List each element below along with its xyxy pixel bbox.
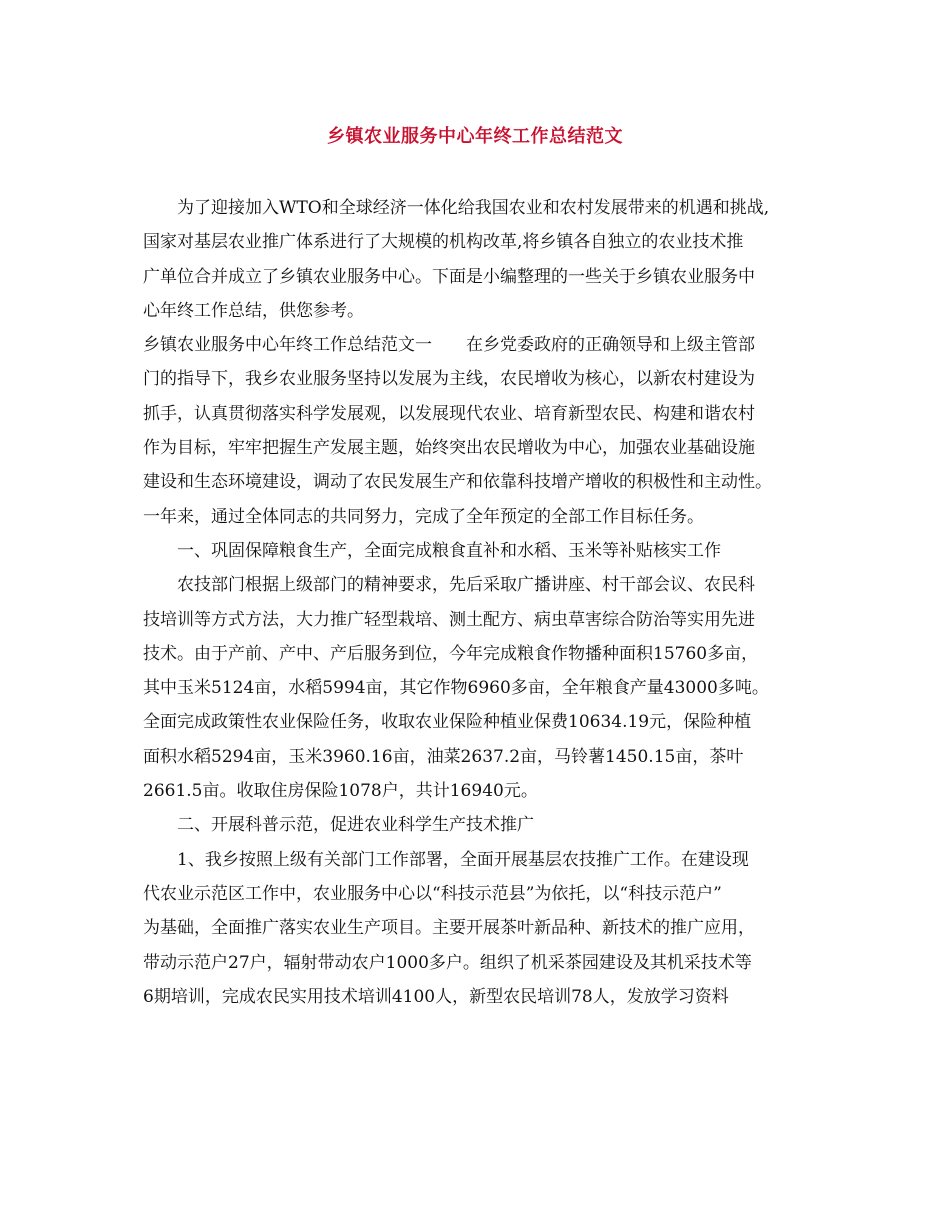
text-line: 全面完成政策性农业保险任务，收取农业保险种植业保费10634.19元，保险种植 (143, 712, 752, 733)
document-title: 乡镇农业服务中心年终工作总结范文 (327, 126, 623, 147)
text-line: 带动示范户27户，辐射带动农户1000多户。组织了机采茶园建设及其机采技术等 (143, 952, 752, 973)
text-line: 技培训等方式方法，大力推广轻型栽培、测土配方、病虫草害综合防治等实用先进 (143, 609, 755, 630)
document-body (143, 191, 810, 1014)
text-line: 技术。由于产前、产中、产后服务到位，今年完成粮食作物播种面积15760多亩， (143, 643, 759, 664)
text-line: 作为目标，牢牢把握生产发展主题，始终突出农民增收为中心，加强农业基础设施 (143, 438, 755, 459)
text-line: 面积水稻5294亩，玉米3960.16亩，油菜2637.2亩，马铃薯1450.15亩，茶叶 (143, 746, 744, 767)
text-line: 心年终工作总结，供您参考。 (143, 300, 364, 321)
text-fragment: 在乡党委政府的正确领导和上级主管部 (466, 335, 755, 356)
text-line: 一年来，通过全体同志的共同努力，完成了全年预定的全部工作目标任务。 (143, 506, 704, 527)
text-line: 代农业示范区工作中，农业服务中心以“科技示范县”为依托，以“科技示范户” (143, 883, 722, 904)
text-line: 6期培训，完成农民实用技术培训4100人，新型农民培训78人，发放学习资料 (143, 986, 729, 1007)
text-line: 门的指导下，我乡农业服务坚持以发展为主线，农民增收为核心，以新农村建设为 (143, 369, 755, 390)
text-line: 建设和生态环境建设，调动了农民发展生产和依靠科技增产增收的积极性和主动性。 (143, 472, 772, 493)
text-line: 农技部门根据上级部门的精神要求，先后采取广播讲座、村干部会议、农民科 (177, 575, 755, 596)
text-line: 国家对基层农业推广体系进行了大规模的机构改革,将乡镇各自独立的农业技术推 (143, 232, 744, 253)
text-line: 2661.5亩。收取住房保险1078户，共计16940元。 (143, 781, 538, 802)
section-heading: 二、开展科普示范，促进农业科学生产技术推广 (177, 815, 534, 836)
text-line: 1、我乡按照上级有关部门工作部署，全面开展基层农技推广工作。在建设现 (177, 849, 749, 870)
text-line: 广单位合并成立了乡镇农业服务中心。下面是小编整理的一些关于乡镇农业服务中 (143, 266, 755, 287)
text-line: 抓手，认真贯彻落实科学发展观，以发展现代农业、培育新型农民、构建和谐农村 (143, 403, 755, 424)
text-line: 为了迎接加入WTO和全球经济一体化给我国农业和农村发展带来的机遇和挑战, (177, 198, 770, 218)
section-heading: 一、巩固保障粮食生产，全面完成粮食直补和水稻、玉米等补贴核实工作 (177, 540, 721, 561)
text-line: 为基础，全面推广落实农业生产项目。主要开展茶叶新品种、新技术的推广应用， (143, 918, 755, 939)
text-line: 其中玉米5124亩，水稻5994亩，其它作物6960多亩，全年粮食产量43000多吨。 (143, 678, 769, 699)
section-heading: 乡镇农业服务中心年终工作总结范文一 (143, 335, 432, 356)
text-line-with-heading (143, 328, 810, 362)
